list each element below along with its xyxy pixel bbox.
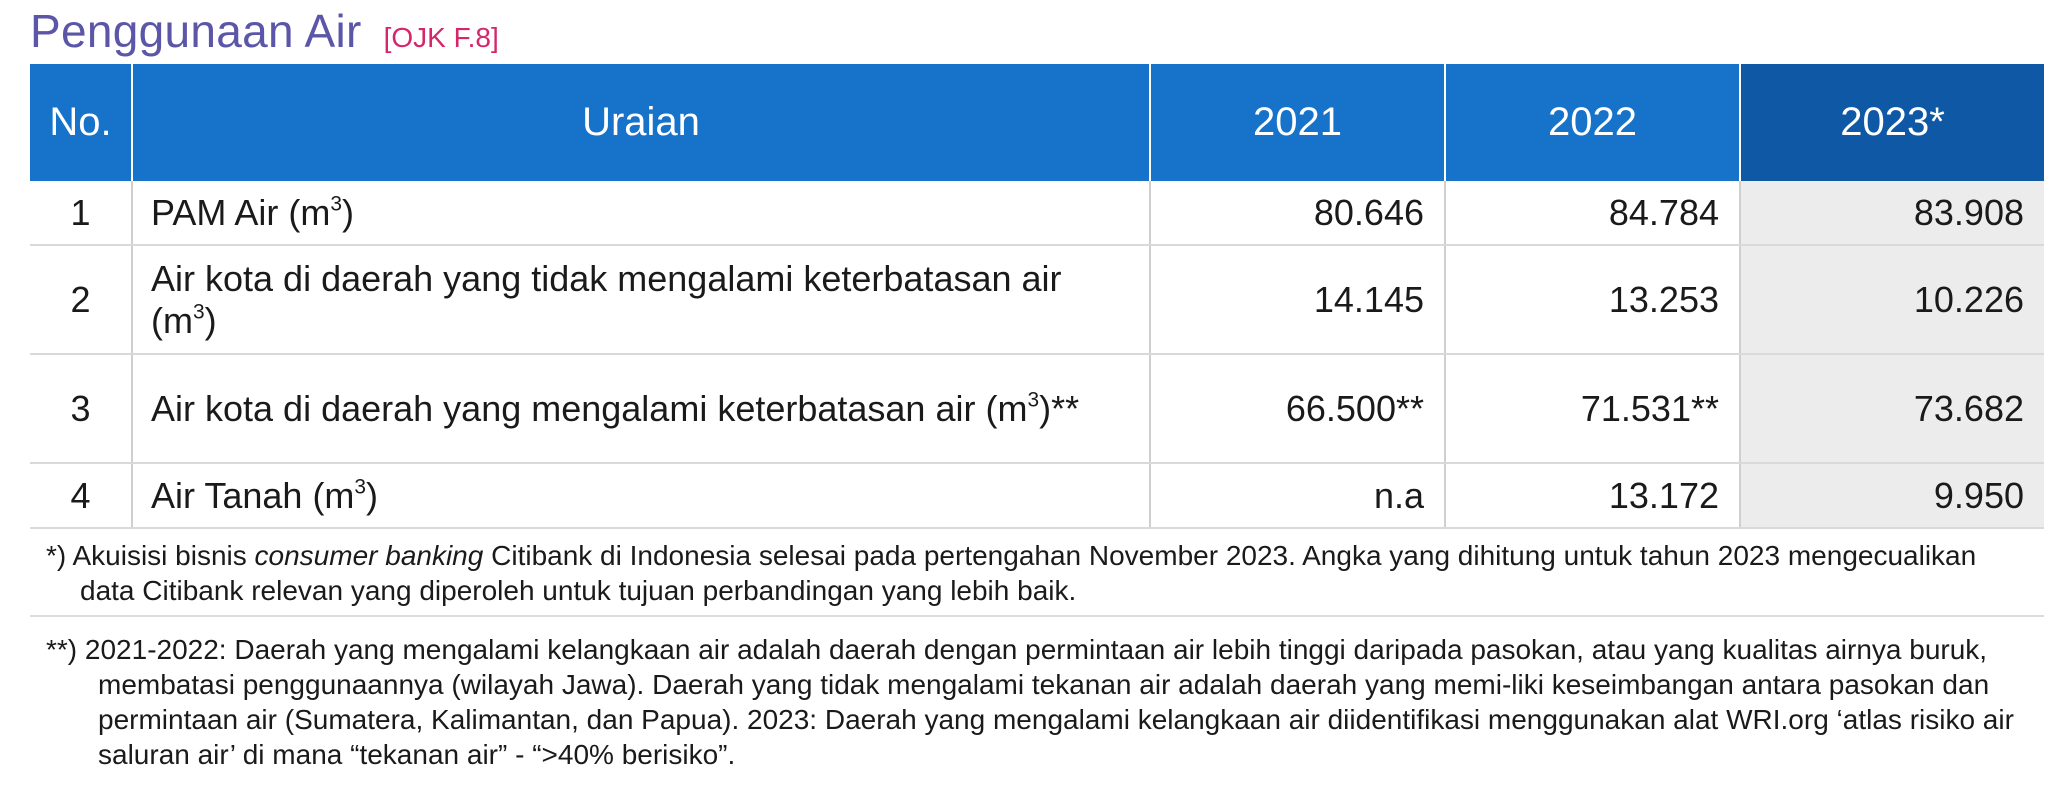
row-number: 1: [30, 181, 132, 245]
row-number: 3: [30, 354, 132, 463]
value-2022: 71.531**: [1445, 354, 1740, 463]
row-description: [132, 354, 1150, 463]
value-2023: 10.226: [1740, 245, 2044, 354]
row-description: [132, 181, 1150, 245]
value-2021: 14.145: [1150, 245, 1445, 354]
desc-text: PAM Air (m: [151, 191, 331, 233]
footnote-2-mark: **): [46, 634, 78, 665]
footnote-2: [46, 632, 2036, 772]
desc-tail: ): [341, 191, 354, 233]
footnote-1-post: Citibank di Indonesia selesai pada pertengahan November 2023. Angka yang dihitung untuk tahun 2023 mengecualikan data Citibank relevan yang diperoleh untuk tujuan perbandingan yang lebih baik.: [80, 540, 1977, 606]
footnote-1-pre: Akuisisi bisnis: [66, 540, 255, 571]
desc-text: Air Tanah (m: [151, 474, 355, 516]
value-2022: 13.253: [1445, 245, 1740, 354]
superscript: 3: [1027, 387, 1040, 411]
footnote-divider: [30, 615, 2044, 617]
desc-text: Air kota di daerah yang mengalami keterbatasan air (m: [151, 387, 1028, 429]
value-2022: 84.784: [1445, 181, 1740, 245]
table-row: [30, 463, 2044, 528]
row-description: [132, 463, 1150, 528]
footnote-1-italic: consumer banking: [254, 540, 484, 571]
page-title: Penggunaan Air: [30, 5, 362, 57]
water-usage-table: [30, 64, 2044, 529]
row-number: 4: [30, 463, 132, 528]
footnote-1: [46, 538, 2036, 608]
table-header-row: [30, 64, 2044, 181]
header-2023: 2023*: [1740, 64, 2044, 181]
value-2021: 80.646: [1150, 181, 1445, 245]
value-2023: 83.908: [1740, 181, 2044, 245]
header-uraian: Uraian: [132, 64, 1150, 181]
header-no: No.: [30, 64, 132, 181]
desc-tail: ): [204, 299, 217, 341]
value-2022: 13.172: [1445, 463, 1740, 528]
value-2023: 73.682: [1740, 354, 2044, 463]
row-description: [132, 245, 1150, 354]
heading: [30, 4, 499, 56]
footnote-2-text: 2021-2022: Daerah yang mengalami kelangkaan air adalah daerah dengan permintaan air lebih tinggi daripada pasokan, atau yang kualitas airnya buruk, membatasi penggunaannya (wilayah Jawa). Daerah yang tidak mengalami tekanan air adalah daerah yang memi-liki keseimbangan antara pasokan dan permintaan air (Sumatera, Kalimantan, dan Papua). 2023: Daerah yang mengalami kelangkaan air diidentifikasi menggunakan alat WRI.org ‘atlas risiko air saluran air’ di mana “tekanan air” - “>40% berisiko”.: [77, 634, 2014, 770]
footnote-1-mark: *): [46, 540, 67, 571]
table-row: [30, 181, 2044, 245]
table-row: [30, 354, 2044, 463]
header-2021: 2021: [1150, 64, 1445, 181]
superscript: 3: [192, 299, 205, 323]
row-number: 2: [30, 245, 132, 354]
header-2022: 2022: [1445, 64, 1740, 181]
desc-text: Air kota di daerah yang tidak mengalami keterbatasan air (m: [151, 257, 1062, 341]
desc-tail: ): [366, 474, 379, 516]
reference-tag: [OJK F.8]: [383, 22, 499, 53]
desc-tail: )**: [1039, 387, 1080, 429]
superscript: 3: [354, 474, 367, 498]
table-row: [30, 245, 2044, 354]
value-2023: 9.950: [1740, 463, 2044, 528]
value-2021: 66.500**: [1150, 354, 1445, 463]
value-2021: n.a: [1150, 463, 1445, 528]
superscript: 3: [330, 191, 342, 215]
